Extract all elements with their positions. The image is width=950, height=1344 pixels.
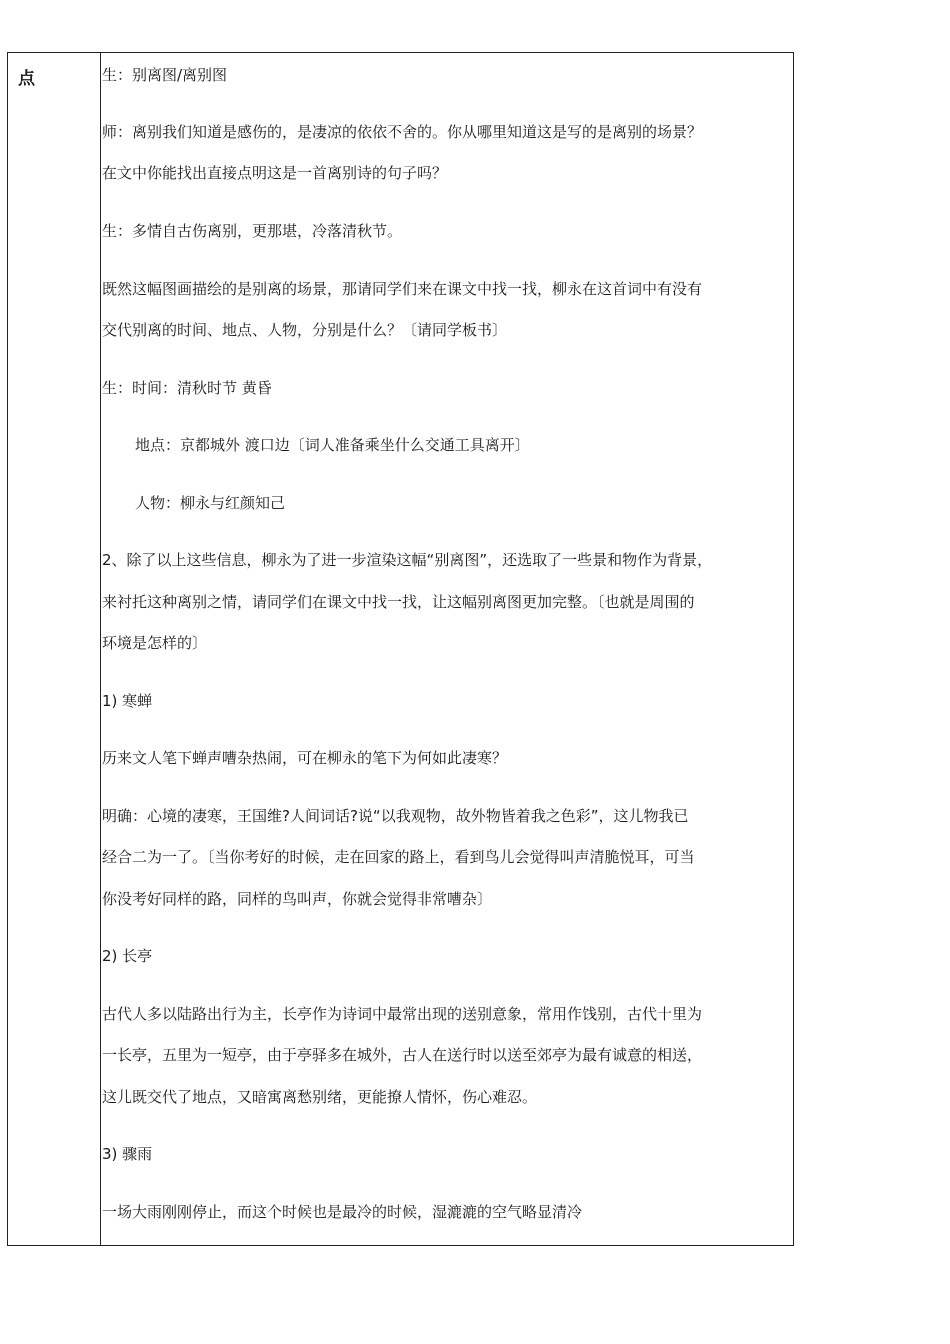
text-line: 来衬托这种离别之情，请同学们在课文中找一找，让这幅别离图更加完整。〔也就是周围的 [102,593,695,611]
text-line: 交代别离的时间、地点、人物，分别是什么？〔请同学板书〕 [102,321,508,339]
text-line: 生：时间：清秋时节 黄昏 [102,379,272,397]
text-line: 历来文人笔下蝉声嘈杂热闹，可在柳永的笔下为何如此凄寒？ [102,749,508,767]
list-heading: 3) 骤雨 [102,1145,153,1163]
text-line: 你没考好同样的路，同样的鸟叫声，你就会觉得非常嘈杂〕 [102,890,493,908]
text-line: 人物：柳永与红颜知己 [135,494,286,512]
left-cell-label: 点 [18,69,35,89]
text-line: 2、除了以上这些信息，柳永为了进一步渲染这幅“别离图”，还选取了一些景和物作为背景， [102,551,713,569]
text-line: 明确：心境的凄寒，王国维?人间词话?说“以我观物，故外物皆着我之色彩”，这儿物我已 [102,807,689,825]
text-line: 在文中你能找出直接点明这是一首离别诗的句子吗？ [102,164,448,182]
text-line: 一场大雨刚刚停止，而这个时候也是最冷的时候，湿漉漉的空气略显清冷 [102,1203,583,1221]
list-heading: 1) 寒蝉 [102,692,153,710]
text-line: 古代人多以陆路出行为主，长亭作为诗词中最常出现的送别意象，常用作饯别，古代十里为 [102,1005,703,1023]
text-line: 生：别离图/离别图 [102,66,228,84]
text-line: 环境是怎样的〕 [102,634,208,652]
column-divider [100,53,101,1245]
text-line: 地点：京都城外 渡口边〔词人准备乘坐什么交通工具离开〕 [135,436,530,454]
text-line: 生：多情自古伤离别，更那堪，冷落清秋节。 [102,222,403,240]
list-heading: 2) 长亭 [102,947,153,965]
text-line: 这儿既交代了地点，又暗寓离愁别绪，更能撩人情怀，伤心难忍。 [102,1088,538,1106]
text-line: 师：离别我们知道是感伤的，是凄凉的依依不舍的。你从哪里知道这是写的是离别的场景？ [102,123,703,141]
text-line: 一长亭，五里为一短亭，由于亭驿多在城外，古人在送行时以送至郊亭为最有诚意的相送， [102,1046,703,1064]
text-line: 既然这幅图画描绘的是别离的场景，那请同学们来在课文中找一找，柳永在这首词中有没有 [102,280,703,298]
text-line: 经合二为一了。〔当你考好的时候，走在回家的路上，看到鸟儿会觉得叫声清脆悦耳，可当 [102,848,695,866]
